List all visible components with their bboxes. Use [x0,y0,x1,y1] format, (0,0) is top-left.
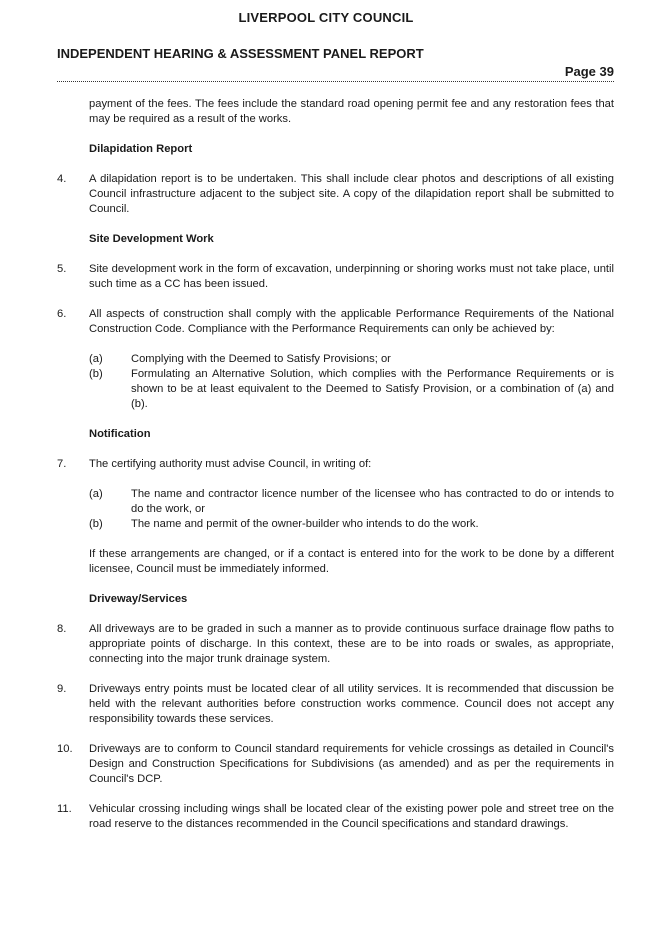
condition-10 [57,742,614,787]
sub-item-label: (a) [89,488,103,500]
condition-5 [57,262,614,292]
page-number: Page 39 [564,64,614,79]
condition-text: Driveways entry points must be located clear of all utility services. It is recommended that discussion be held with the relevant authorities before construction works commence. Council does not accept any responsibility towards these services. [89,683,614,725]
condition-number: 8. [57,623,67,635]
council-title: LIVERPOOL CITY COUNCIL [238,10,414,25]
condition-text: Vehicular crossing including wings shall be located clear of the existing power pole and street tree on the road reserve to the distances recommended in the Council specifications and standard drawings. [89,803,614,830]
header-divider [57,81,614,82]
heading-site-development: Site Development Work [89,233,214,245]
sub-item-text: The name and permit of the owner-builder who intends to do the work. [131,518,479,530]
condition-6 [57,307,614,337]
condition-9 [57,682,614,727]
condition-number: 10. [57,743,73,755]
condition-text: Driveways are to conform to Council standard requirements for vehicle crossings as detailed in Council's Design and Construction Specifications for Subdivisions (as amended) and as per the requirements in Council's DCP. [89,743,614,785]
sub-item-label: (b) [89,518,103,530]
condition-number: 11. [57,803,72,815]
condition-number: 4. [57,173,67,185]
condition-4 [57,172,614,217]
condition-number: 5. [57,263,67,275]
report-title: INDEPENDENT HEARING & ASSESSMENT PANEL REPORT [57,46,424,61]
sub-item-label: (a) [89,353,103,365]
condition-number: 7. [57,458,67,470]
heading-driveway-services: Driveway/Services [89,593,188,605]
sub-item-text: Complying with the Deemed to Satisfy Provisions; or [131,353,391,365]
document-body [57,97,614,832]
condition-text: All aspects of construction shall comply with the applicable Performance Requirements of the National Construction Code. Compliance with the Performance Requirements can only be achieved by: [89,308,614,335]
sub-item-text: The name and contractor licence number of the licensee who has contracted to do or intends to do the work, or [131,488,614,515]
condition-text: All driveways are to be graded in such a manner as to provide continuous surface drainage flow paths to appropriate points of discharge. In this context, these are to be into roads or swales, as appropriate, connecting into the major trunk drainage system. [89,623,614,665]
intro-paragraph: payment of the fees. The fees include the standard road opening permit fee and any restoration fees that may be required as a result of the works. [89,98,614,125]
condition-number: 6. [57,308,67,320]
condition-text: The certifying authority must advise Council, in writing of: [89,458,372,470]
condition-6-a [57,352,614,367]
condition-8 [57,622,614,667]
condition-7-b [57,517,614,532]
notification-note: If these arrangements are changed, or if a contact is entered into for the work to be done by a different licensee, Council must be immediately informed. [89,548,614,575]
condition-11 [57,802,614,832]
heading-notification: Notification [89,428,151,440]
condition-text: A dilapidation report is to be undertaken. This shall include clear photos and descriptions of all existing Council infrastructure adjacent to the subject site. A copy of the dilapidation report shall be submitted to Council. [89,173,614,215]
condition-7-a [57,487,614,517]
heading-dilapidation: Dilapidation Report [89,143,193,155]
condition-7 [57,457,614,472]
condition-number: 9. [57,683,67,695]
condition-text: Site development work in the form of excavation, underpinning or shoring works must not take place, until such time as a CC has been issued. [89,263,614,290]
sub-item-label: (b) [89,368,103,380]
condition-6-b [57,367,614,412]
sub-item-text: Formulating an Alternative Solution, which complies with the Performance Requirements or is shown to be at least equivalent to the Deemed to Satisfy Provision, or a combination of (a) and (b). [131,368,614,410]
